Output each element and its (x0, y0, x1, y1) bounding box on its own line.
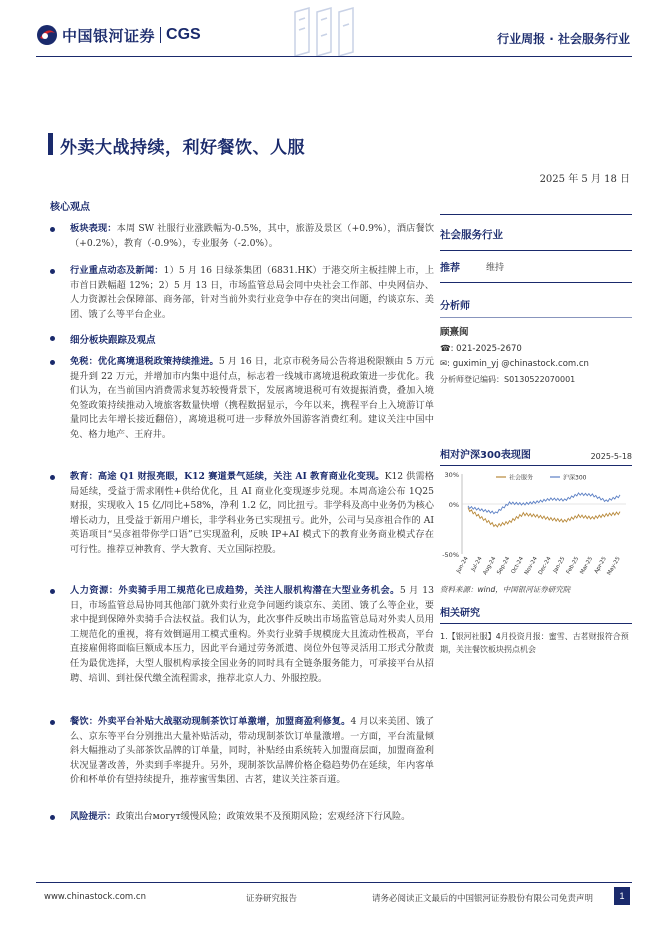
bullet-heading: 餐饮：外卖平台补贴大战驱动现制茶饮订单激增，加盟商盈利修复。 (70, 716, 351, 727)
analyst-divider (440, 317, 632, 318)
bullet-heading: 免税：优化离境退税政策持续推进。 (70, 356, 219, 367)
sub-sector-heading-text: 细分板块跟踪及观点 (70, 335, 156, 346)
related-divider (440, 623, 632, 624)
title-accent-bar (48, 133, 53, 155)
bullet-body: 本周 SW 社服行业涨跌幅为-0.5%，其中，旅游及景区（+0.9%），酒店餐饮（+0.2%），教育（-0.9%），专业服务（-2.0%）。 (70, 223, 435, 249)
y-tick-label: 30% (444, 471, 459, 479)
analyst-cert: 分析师登记编码：S0130522070001 (440, 375, 576, 384)
bullet-heading: 人力资源：外卖骑手用工规范化已成趋势，关注人服机构潜在大型业务机会。 (70, 585, 400, 596)
analyst-phone: 021-2025-2670 (456, 344, 522, 354)
x-tick-label: Jan-25 (552, 556, 567, 575)
rating-divider (440, 282, 632, 283)
analyst-name: 顾熹闽 (440, 327, 469, 338)
x-tick-label: Oct-24 (510, 556, 526, 576)
x-tick-label: Dec-24 (537, 556, 553, 577)
bullet-body: 政策出台могут缓慢风险；政策效果不及预期风险；宏观经济下行风险。 (115, 811, 411, 822)
page-header (0, 0, 662, 60)
bullet-body: K12 供需格局延续，受益于需求刚性+供给优化，且 AI 商业化变现逐步兑现。本周高途公布 1Q25 财报，实现收入 15 亿/同比+58%，净利 1.2 亿，同比扭亏。非学科及高中业务仍为核心增长动力，且受益于新用户增长，非学科业务已实现扭亏。此外，公司与吴彦祖合作的 AI 英语项目“吴彦祖带你学口语”已实现盈利，反映 IP+AI 模式下的教育业务商业模式存在可行性。推荐豆神教育、学大教育、天立国际控股。 (70, 471, 434, 555)
logo-text-cn: 中国银河证券 (62, 26, 156, 45)
industry-title: 社会服务行业 (440, 229, 503, 241)
header-divider (36, 56, 632, 57)
analyst-email-row: ✉: guximin_yj @chinastock.com.cn (440, 359, 589, 369)
bullet-body: 1）5 月 16 日绿茶集团（6831.HK）于港交所主板挂牌上市，上市首日跌幅超 12%；2）5 月 13 日，市场监管总局会同中央社会工作部、中央网信办、人力资源社会保障部、商务部，针对当前外卖行业竞争中存在的突出问题，约谈京东、美团、饿了么等平台企业。 (70, 265, 435, 320)
x-tick-label: Jun-24 (455, 556, 470, 575)
footer-divider (36, 882, 632, 883)
bullet-dot-icon (50, 336, 55, 341)
report-category: 行业周报 · 社会服务行业 (497, 32, 630, 46)
bullet-heading: 风险提示： (70, 811, 116, 822)
footer-report-type: 证券研究报告 (246, 894, 298, 904)
bullet-heading: 行业重点动态及新闻： (70, 265, 164, 276)
legend-label: 社会服务 (509, 474, 534, 482)
phone-icon: ☎ (440, 344, 451, 354)
bullet-body: 5 月 13 日，市场监管总局协同其他部门就外卖行业竞争问题约谈京东、美团、饿了么等企业，要求中提到保障外卖骑手合法权益。我们认为，此次事件反映出市场监管总局对外卖人员用工规范化的重视，将有效倒逼用工模式重构。外卖行业骑手规模庞大且流动性极高，平台直接雇佣将面临巨额成本压力，因此平台通过劳务派遣、岗位外包等灵活用工形式分散责任为最优选择，大型人服机构承接全国业务的同时具有全链条服务能力，可承接平台从招聘、培训、到社保代缴全流程需求，推荐北京人力、外服控股。 (70, 585, 434, 684)
report-title: 外卖大战持续，利好餐饮、人服 (60, 138, 305, 158)
bullet-dot-icon (50, 475, 55, 480)
report-date: 2025 年 5 月 18 日 (539, 174, 630, 185)
industry-divider (440, 250, 632, 251)
bullet-dot-icon (50, 815, 55, 820)
logo-separator (160, 27, 161, 43)
bullet-industry-news (50, 264, 434, 322)
analyst-email: guximin_yj @chinastock.com.cn (452, 359, 589, 369)
bullet-body: 4 月以来美团、饿了么、京东等平台分别推出大量补贴活动，带动现制茶饮订单量激增。一方面，平台流量倾斜大幅推动了头部茶饮品牌的订单量，同时，补贴经由系统转入加盟商层面，加盟商盈利状况显著改善，外卖到手率提升。另外，现制茶饮品牌价格企稳趋势仍在延续，年内客单价和杯单价有望持续提升，推荐蜜雪集团、古茗，建议关注茶百道。 (70, 716, 435, 786)
series-line-social-services (468, 508, 620, 527)
legend-label: 沪深300 (563, 474, 587, 482)
chart-title: 相对沪深300表现图 (440, 450, 531, 461)
x-tick-label: Feb-25 (565, 556, 581, 576)
x-tick-label: May-25 (606, 556, 622, 577)
rating-row (440, 259, 632, 274)
chart-date: 2025-5-18 (590, 452, 632, 461)
y-tick-label: 0% (448, 501, 459, 509)
bullet-risk (50, 810, 434, 825)
x-tick-label: Nov-24 (523, 556, 539, 576)
chart-divider (440, 465, 632, 466)
bullet-dot-icon (50, 589, 55, 594)
chart-block (440, 446, 632, 595)
footer-disclaimer: 请务必阅读正文最后的中国银河证券股份有限公司免责声明 (372, 894, 594, 904)
sidebar (440, 214, 632, 385)
bullet-education (50, 470, 434, 558)
sidebar-top-divider (440, 214, 632, 215)
x-tick-label: Aug-24 (482, 556, 498, 577)
core-viewpoints-heading: 核心观点 (50, 202, 90, 213)
related-research (440, 604, 632, 656)
series-line-csi300 (468, 493, 620, 514)
bullet-catering (50, 715, 434, 788)
x-tick-label: Mar-25 (579, 556, 595, 576)
email-icon: ✉ (440, 359, 448, 369)
bullet-body: 5 月 16 日，北京市税务局公告将退税限额由 5 万元提升到 22 万元，并增加市内集中退付点，标志着一线城市离境退税政策进一步优化。我们认为，在当前国内消费需求复苏较慢背景下，发展离境退税可有效提振消费，叠加入境免签政策持续推动入境旅客数量快增（携程数据显示，今年以来，携程平台上入境游订单量同比去年增长接近翻倍），离境退税可进一步释放外国游客消费红利。建议关注中国中免、格力地产、王府井。 (70, 356, 434, 440)
related-heading: 相关研究 (440, 608, 480, 619)
bullet-heading: 教育：高途 Q1 财报亮眼，K12 赛道景气延续，关注 AI 教育商业化变现。 (70, 471, 385, 482)
cgs-watermark-icon (287, 6, 367, 58)
chart-header (440, 446, 632, 461)
bullet-dot-icon (50, 269, 55, 274)
bullet-dot-icon (50, 227, 55, 232)
galaxy-logo-icon (36, 24, 58, 46)
bullet-sector-performance (50, 222, 434, 251)
related-item[interactable]: 1.【银河社服】4月投资月报：蜜雪、古茗财报符合预期，关注餐饮板块拐点机会 (440, 632, 629, 654)
page-number: 1 (614, 887, 630, 905)
bullet-dot-icon (50, 720, 55, 725)
x-tick-label: Jul-24 (470, 556, 484, 573)
rating-label: 推荐 (440, 263, 460, 274)
footer-website[interactable]: www.chinastock.com.cn (44, 892, 146, 902)
sub-sector-heading (50, 332, 156, 346)
x-tick-label: Apr-25 (593, 556, 608, 575)
logo-text-en: CGS (166, 26, 201, 43)
bullet-dot-icon (50, 360, 55, 365)
x-tick-label: Sep-24 (496, 556, 512, 576)
company-logo (36, 24, 201, 46)
bullet-heading: 板块表现： (70, 223, 117, 234)
chart-source: 资料来源：wind，中国银河证券研究院 (440, 585, 571, 594)
y-tick-label: -50% (442, 551, 459, 559)
analyst-heading: 分析师 (440, 301, 470, 312)
rating-value: 维持 (486, 263, 505, 273)
performance-chart (440, 468, 632, 580)
bullet-duty-free (50, 355, 434, 443)
bullet-human-resources (50, 584, 434, 686)
analyst-phone-row: ☎: 021-2025-2670 (440, 344, 522, 354)
